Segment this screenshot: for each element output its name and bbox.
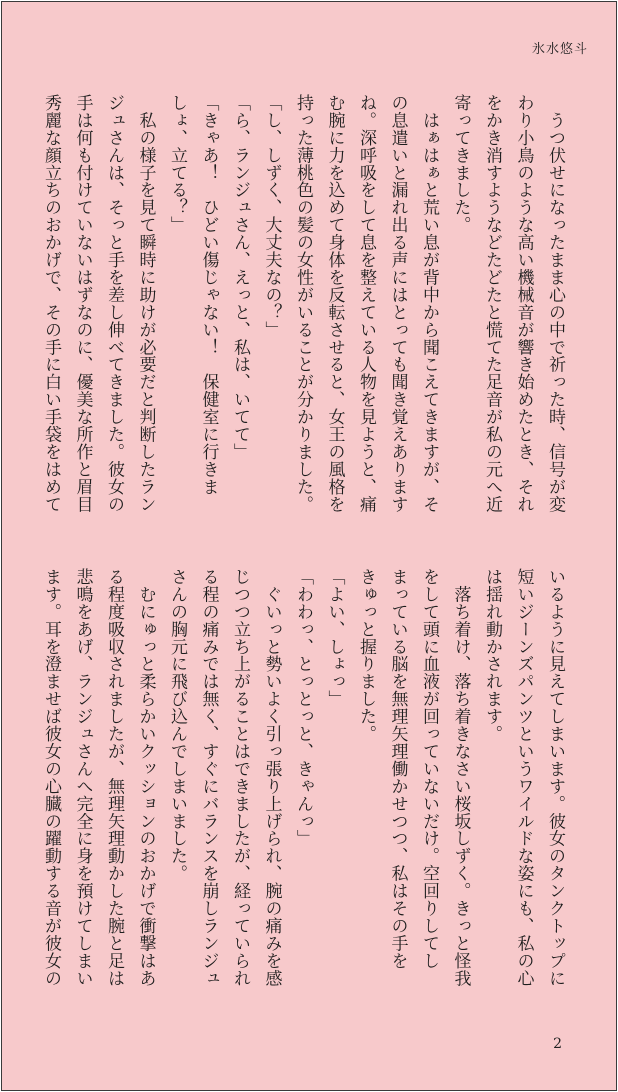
text-line: をして頭に血液が回っていないだけ。空回りしてし <box>419 568 439 970</box>
text-line: の息遣いと漏れ出る声にはとっても聞き覚えあります <box>387 94 408 513</box>
text-line: うつ伏せになったまま心の中で祈った時、信号が変 <box>545 94 565 513</box>
text-line: 手は何も付けていないはずなのに、優美な所作と眉目 <box>72 94 93 513</box>
text-line: しょ、立てる？」 <box>167 94 187 234</box>
text-block-lower <box>35 568 571 1018</box>
text-line: ぐいっと勢いよく引っ張り上げられ、腕の痛みを感 <box>261 568 282 987</box>
text-line: をかき消すようなどたどたと慌てた足音が私の元へ近 <box>482 94 502 513</box>
text-line: る程の痛みでは無く、すぐにバランスを崩しランジュ <box>198 568 219 987</box>
text-line: じつつ立ち上がることはできましたが、経っていられ <box>230 568 250 987</box>
text-line: まっている脳を無理矢理働かせつつ、私はその手を <box>387 568 408 970</box>
text-line: 「し、しずく、大丈夫なの？」 <box>261 94 282 339</box>
manuscript-page <box>1 1 617 1091</box>
text-line: 「よい、しょっ」 <box>324 568 345 708</box>
author-name: 氷水悠斗 <box>531 42 588 57</box>
text-line: さんの胸元に飛び込んでしまいました。 <box>167 568 187 883</box>
text-line: 秀麗な顔立ちのおかげで、その手に白い手袋をはめて <box>41 94 61 513</box>
text-line: 「わわっ、とっとっと、きゃんっ」 <box>293 568 313 848</box>
text-line: きゅっと握りました。 <box>356 568 376 743</box>
text-line: ね。深呼吸をして息を整えている人物を見ようと、痛 <box>356 94 376 513</box>
text-line: むにゅっと柔らかいクッションのおかげで衝撃はあ <box>135 568 156 987</box>
text-line: 持った薄桃色の髪の女性がいることが分かりました。 <box>293 94 313 513</box>
text-line: はぁはぁと荒い息が背中から聞こえてきますが、そ <box>419 94 439 513</box>
text-line: 「ら、ランジュさん、えっと、私は、いてて」 <box>230 94 250 461</box>
text-line: 悲鳴をあげ、ランジュさんへ完全に身を預けてしまい <box>72 568 93 987</box>
text-block-upper <box>35 94 571 534</box>
text-line: 「きゃあ！ ひどい傷じゃない！ 保健室に行きま <box>198 94 219 496</box>
text-line: む腕に力を込めて身体を反転させると、女王の風格を <box>324 94 345 513</box>
text-line: ます。耳を澄ませば彼女の心臓の躍動する音が彼女の <box>41 568 61 987</box>
text-line: は揺れ動かされます。 <box>482 568 502 743</box>
text-line: いるように見えてしまいます。彼女のタンクトップに <box>545 568 565 987</box>
text-line: 寄ってきました。 <box>450 94 471 234</box>
text-line: る程度吸収されましたが、無理矢理動かした腕と足は <box>104 568 124 987</box>
text-line: 落ち着け、落ち着きなさい桜坂しずく。きっと怪我 <box>450 568 471 987</box>
page-number: 2 <box>553 1036 562 1052</box>
text-line: わり小鳥のような高い機械音が響き始めたとき、それ <box>513 94 534 513</box>
text-line: 短いジーンズパンツというワイルドな姿にも、私の心 <box>513 568 534 987</box>
text-line: ジュさんは、そっと手を差し伸べてきました。彼女の <box>104 94 124 513</box>
text-line: 私の様子を見て瞬時に助けが必要だと判断したラン <box>135 94 156 513</box>
